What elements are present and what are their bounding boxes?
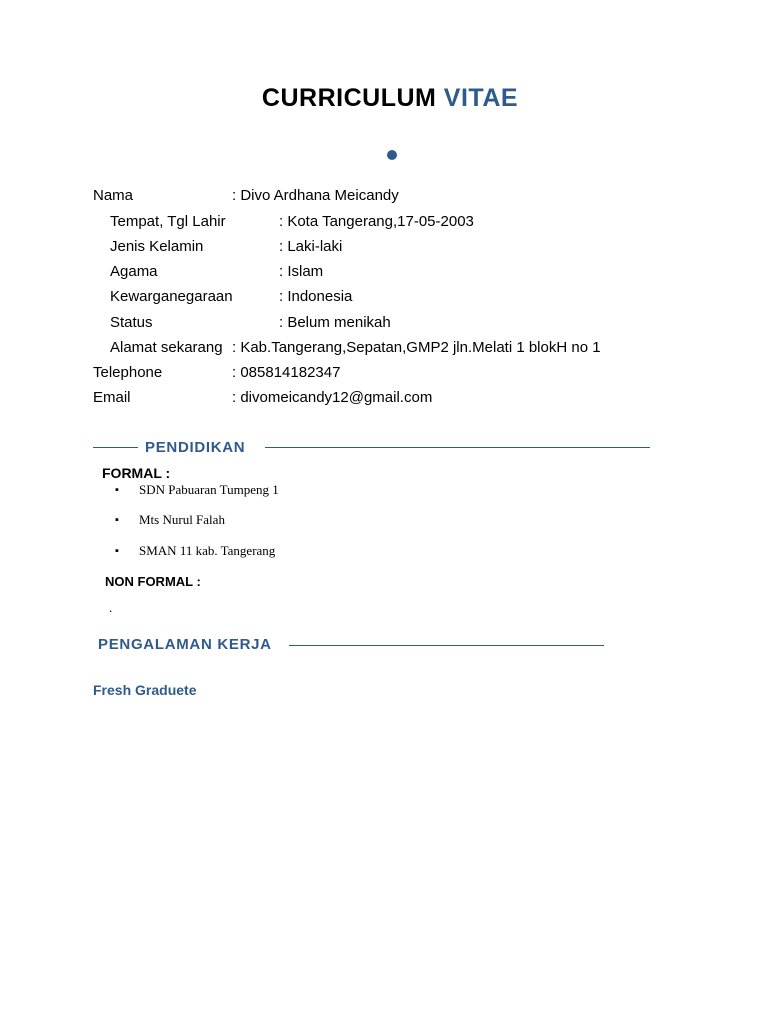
label-alamat: Alamat sekarang bbox=[110, 339, 223, 356]
value-nama: : Divo Ardhana Meicandy bbox=[232, 187, 399, 204]
formal-item: SMAN 11 kab. Tangerang bbox=[139, 543, 276, 558]
square-bullet-icon: ▪ bbox=[115, 514, 119, 526]
page-title bbox=[0, 84, 768, 113]
nonformal-dot: . bbox=[109, 600, 113, 615]
title-accent: VITAE bbox=[443, 84, 519, 112]
value-agama: : Islam bbox=[279, 263, 324, 280]
label-jenis: Jenis Kelamin bbox=[110, 238, 204, 255]
section-rule-left bbox=[93, 447, 138, 448]
section-rule-pengalaman bbox=[289, 645, 604, 646]
formal-item: SDN Pabuaran Tumpeng 1 bbox=[139, 482, 279, 497]
formal-label: FORMAL : bbox=[102, 465, 171, 481]
section-heading-pengalaman: PENGALAMAN KERJA bbox=[98, 636, 272, 653]
label-email: Email bbox=[93, 389, 131, 406]
square-bullet-icon: ▪ bbox=[115, 545, 119, 557]
formal-item: Mts Nurul Falah bbox=[139, 512, 225, 527]
value-kewarganegaraan: : Indonesia bbox=[279, 288, 353, 305]
value-telephone: : 085814182347 bbox=[232, 364, 341, 381]
label-telephone: Telephone bbox=[93, 364, 163, 381]
dot-icon bbox=[387, 150, 397, 160]
label-nama: Nama bbox=[93, 187, 134, 204]
label-status: Status bbox=[110, 314, 153, 331]
value-tempat: : Kota Tangerang,17-05-2003 bbox=[279, 213, 474, 230]
title-main: CURRICULUM bbox=[261, 84, 437, 112]
label-agama: Agama bbox=[110, 263, 158, 280]
section-heading-pendidikan: PENDIDIKAN bbox=[145, 439, 246, 456]
nonformal-label: NON FORMAL : bbox=[105, 574, 201, 589]
square-bullet-icon: ▪ bbox=[115, 484, 119, 496]
value-status: : Belum menikah bbox=[279, 314, 391, 331]
pengalaman-text: Fresh Graduete bbox=[93, 682, 197, 698]
label-tempat: Tempat, Tgl Lahir bbox=[110, 213, 226, 230]
section-rule-right bbox=[265, 447, 650, 448]
value-jenis: : Laki-laki bbox=[279, 238, 343, 255]
value-alamat: : Kab.Tangerang,Sepatan,GMP2 jln.Melati 1 blokH no 1 bbox=[232, 339, 601, 356]
label-kewarganegaraan: Kewarganegaraan bbox=[110, 288, 233, 305]
value-email: : divomeicandy12@gmail.com bbox=[232, 389, 433, 406]
